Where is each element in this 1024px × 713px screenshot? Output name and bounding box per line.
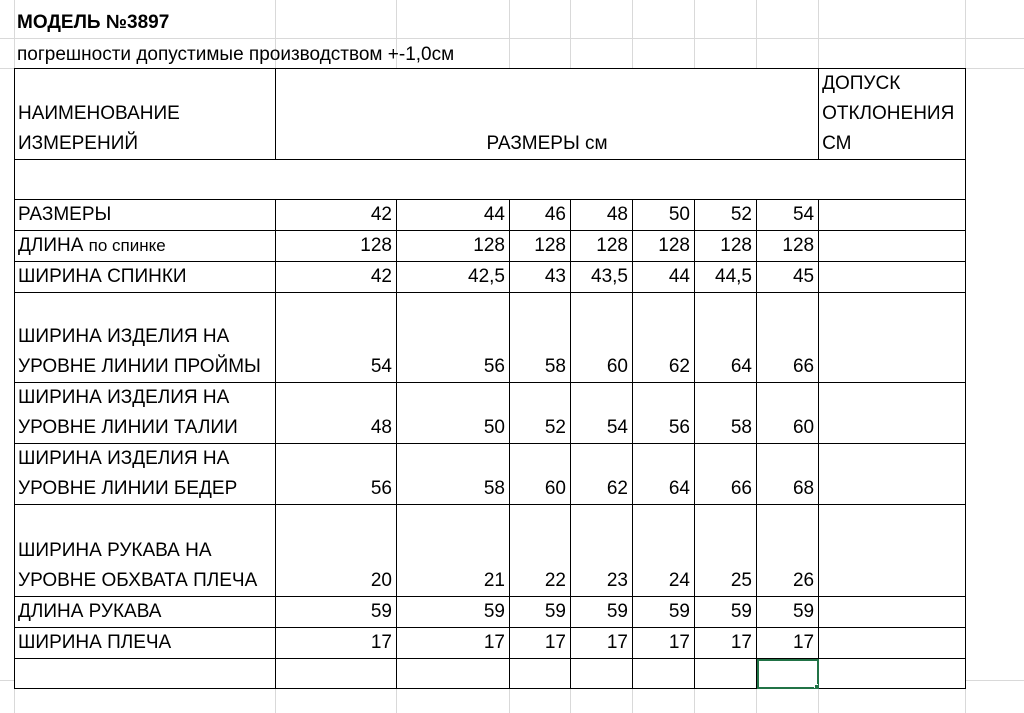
value-cell[interactable]: 128 [633, 231, 695, 262]
tolerance-note: погрешности допустимые производством +-1,0см [17, 44, 455, 65]
value-cell[interactable]: 17 [633, 628, 695, 659]
empty-cell[interactable] [510, 659, 571, 689]
row-name-suffix: по спинке [88, 236, 166, 255]
empty-cell[interactable] [276, 659, 397, 689]
row-name: ШИРИНА СПИНКИ [18, 266, 187, 287]
header-tolerance-cell[interactable] [819, 69, 966, 160]
row-name-cell[interactable] [15, 597, 276, 628]
value-cell[interactable]: 46 [510, 200, 571, 231]
row-name-cell[interactable] [15, 200, 276, 231]
value-cell[interactable]: 24 [633, 505, 695, 597]
row-name-cell[interactable] [15, 505, 276, 597]
value-cell[interactable]: 66 [695, 444, 757, 505]
row-name-cell[interactable] [15, 628, 276, 659]
value-cell[interactable]: 44 [397, 200, 510, 231]
value-cell[interactable]: 43,5 [571, 262, 633, 293]
value-cell[interactable]: 17 [757, 628, 819, 659]
empty-cell[interactable] [571, 659, 633, 689]
row-name: ШИРИНА РУКАВА НА УРОВНЕ ОБХВАТА ПЛЕЧА [18, 540, 258, 591]
row-name-cell[interactable] [15, 444, 276, 505]
value-cell[interactable]: 58 [695, 383, 757, 444]
table-row [15, 200, 966, 231]
header-tolerance-line: ОТКЛОНЕНИЯ [822, 103, 955, 124]
row-name-cell[interactable] [15, 293, 276, 383]
table-row [15, 293, 966, 383]
tolerance-cell[interactable] [819, 262, 966, 293]
fill-handle[interactable] [814, 684, 819, 689]
header-row [15, 69, 966, 160]
value-cell[interactable]: 17 [276, 628, 397, 659]
empty-row [15, 160, 966, 200]
value-cell[interactable]: 62 [571, 444, 633, 505]
empty-cell[interactable] [15, 659, 276, 689]
row-name: ШИРИНА ИЗДЕЛИЯ НА УРОВНЕ ЛИНИИ ПРОЙМЫ [18, 326, 261, 377]
table-row [15, 262, 966, 293]
value-cell[interactable]: 128 [510, 231, 571, 262]
row-name-cell[interactable] [15, 262, 276, 293]
empty-cell[interactable] [819, 659, 966, 689]
table-row [15, 505, 966, 597]
table-row [15, 231, 966, 262]
value-cell[interactable]: 54 [276, 293, 397, 383]
header-sizes-label: РАЗМЕРЫ см [486, 133, 608, 154]
row-name: ДЛИНА [18, 235, 84, 256]
value-cell[interactable]: 60 [571, 293, 633, 383]
value-cell[interactable]: 128 [571, 231, 633, 262]
tolerance-cell[interactable] [819, 597, 966, 628]
value-cell[interactable]: 48 [571, 200, 633, 231]
row-name: ШИРИНА ИЗДЕЛИЯ НА УРОВНЕ ЛИНИИ БЕДЕР [18, 448, 238, 499]
tolerance-cell[interactable] [819, 444, 966, 505]
value-cell[interactable]: 56 [276, 444, 397, 505]
tolerance-cell[interactable] [819, 200, 966, 231]
value-cell[interactable]: 52 [510, 383, 571, 444]
value-cell[interactable]: 48 [276, 383, 397, 444]
model-title: МОДЕЛЬ №3897 [17, 12, 170, 33]
value-cell[interactable]: 52 [695, 200, 757, 231]
empty-cell[interactable] [695, 659, 757, 689]
value-cell[interactable]: 68 [757, 444, 819, 505]
value-cell[interactable]: 25 [695, 505, 757, 597]
empty-cell[interactable] [15, 160, 966, 200]
selected-cell[interactable] [757, 659, 819, 689]
value-cell[interactable]: 128 [276, 231, 397, 262]
header-name-cell[interactable] [15, 69, 276, 160]
tolerance-cell[interactable] [819, 293, 966, 383]
value-cell[interactable]: 128 [695, 231, 757, 262]
value-cell[interactable]: 59 [276, 597, 397, 628]
value-cell[interactable]: 58 [397, 444, 510, 505]
tolerance-cell[interactable] [819, 231, 966, 262]
value-cell[interactable]: 26 [757, 505, 819, 597]
value-cell[interactable]: 17 [695, 628, 757, 659]
value-cell[interactable]: 45 [757, 262, 819, 293]
value-cell[interactable]: 59 [510, 597, 571, 628]
value-cell[interactable]: 17 [571, 628, 633, 659]
row-name-cell[interactable] [15, 383, 276, 444]
value-cell[interactable]: 128 [397, 231, 510, 262]
value-cell[interactable]: 42 [276, 262, 397, 293]
value-cell[interactable]: 62 [633, 293, 695, 383]
value-cell[interactable]: 20 [276, 505, 397, 597]
value-cell[interactable]: 64 [633, 444, 695, 505]
value-cell[interactable]: 43 [510, 262, 571, 293]
value-cell[interactable]: 59 [757, 597, 819, 628]
value-cell[interactable]: 64 [695, 293, 757, 383]
row-name: РАЗМЕРЫ [18, 204, 112, 225]
header-tolerance-line: ДОПУСК [822, 73, 901, 94]
value-cell[interactable]: 56 [633, 383, 695, 444]
value-cell[interactable]: 59 [571, 597, 633, 628]
row-name: ДЛИНА РУКАВА [18, 601, 162, 622]
table-row [15, 628, 966, 659]
header-tolerance-line: СМ [822, 133, 852, 154]
value-cell[interactable]: 128 [757, 231, 819, 262]
value-cell[interactable]: 60 [510, 444, 571, 505]
tolerance-cell[interactable] [819, 383, 966, 444]
value-cell[interactable]: 44 [633, 262, 695, 293]
value-cell[interactable]: 42 [276, 200, 397, 231]
row-name: ШИРИНА ИЗДЕЛИЯ НА УРОВНЕ ЛИНИИ ТАЛИИ [18, 387, 238, 438]
value-cell[interactable]: 59 [397, 597, 510, 628]
value-cell[interactable]: 50 [633, 200, 695, 231]
row-name-cell[interactable] [15, 231, 276, 262]
empty-cell[interactable] [397, 659, 510, 689]
value-cell[interactable]: 54 [571, 383, 633, 444]
value-cell[interactable]: 44,5 [695, 262, 757, 293]
table-row [15, 444, 966, 505]
value-cell[interactable]: 58 [510, 293, 571, 383]
value-cell[interactable]: 54 [757, 200, 819, 231]
header-sizes-cell[interactable] [276, 69, 819, 160]
value-cell[interactable]: 59 [633, 597, 695, 628]
value-cell[interactable]: 66 [757, 293, 819, 383]
value-cell[interactable]: 17 [397, 628, 510, 659]
empty-cell[interactable] [633, 659, 695, 689]
value-cell[interactable]: 60 [757, 383, 819, 444]
row-name: ШИРИНА ПЛЕЧА [18, 632, 172, 653]
tolerance-cell[interactable] [819, 628, 966, 659]
empty-row [15, 659, 966, 689]
value-cell[interactable]: 56 [397, 293, 510, 383]
value-cell[interactable]: 21 [397, 505, 510, 597]
measurement-table [14, 68, 966, 689]
table-row [15, 597, 966, 628]
table-row [15, 383, 966, 444]
value-cell[interactable]: 42,5 [397, 262, 510, 293]
value-cell[interactable]: 23 [571, 505, 633, 597]
value-cell[interactable]: 59 [695, 597, 757, 628]
value-cell[interactable]: 50 [397, 383, 510, 444]
value-cell[interactable]: 17 [510, 628, 571, 659]
header-name-label: НАИМЕНОВАНИЕ ИЗМЕРЕНИЙ [18, 103, 180, 154]
value-cell[interactable]: 22 [510, 505, 571, 597]
tolerance-cell[interactable] [819, 505, 966, 597]
